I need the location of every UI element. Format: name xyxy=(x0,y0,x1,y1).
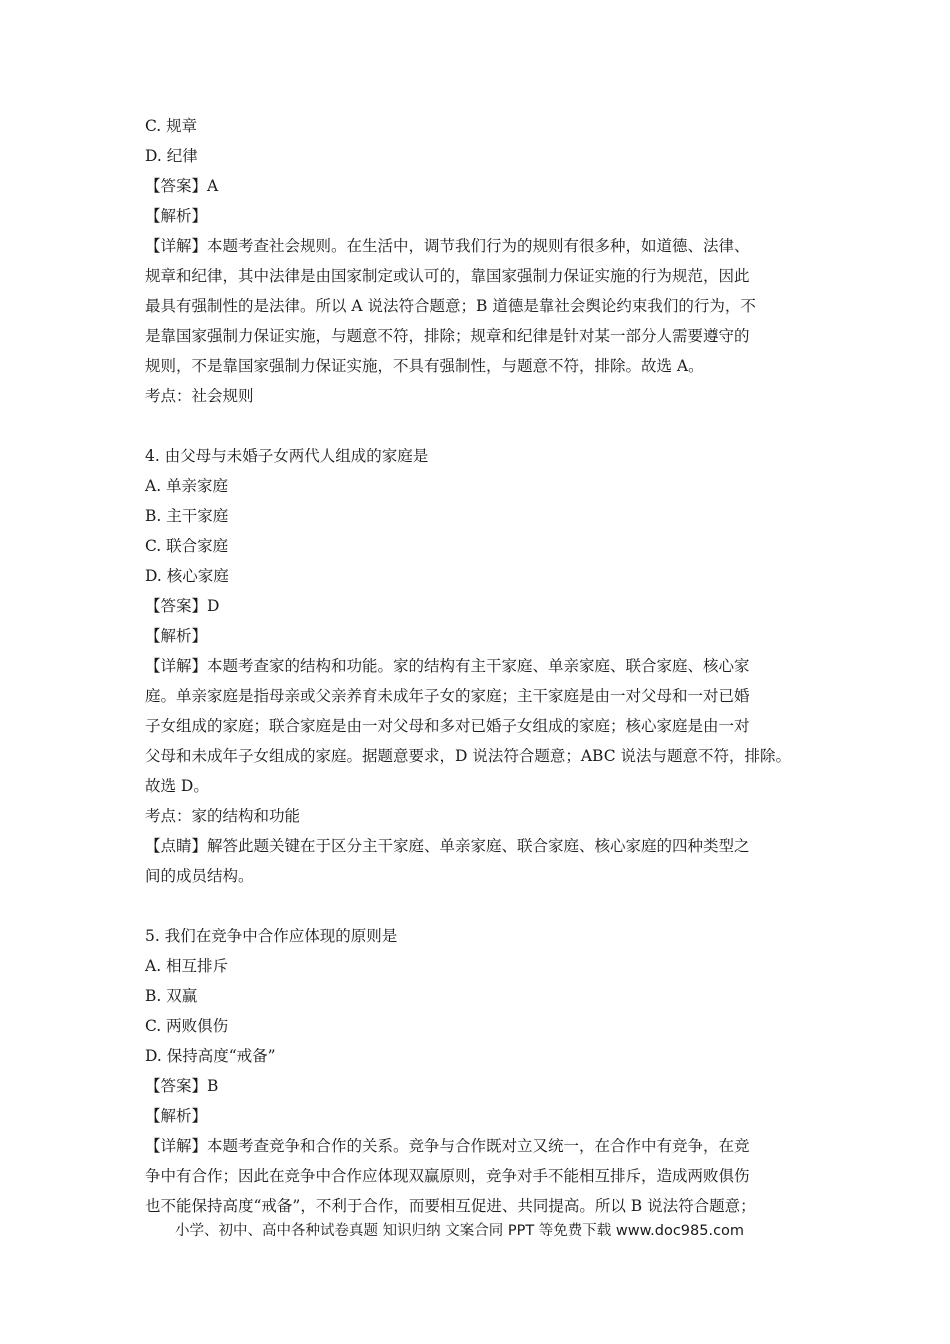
explanation-q3-line1: 【详解】本题考查社会规则。在生活中，调节我们行为的规则有很多种，如道德、法律、 xyxy=(145,237,750,255)
analysis-heading-q5: 【解析】 xyxy=(145,1107,208,1125)
question-5: 5. 我们在竞争中合作应体现的原则是 xyxy=(145,927,398,945)
explanation-q5-line2: 争中有合作；因此在竞争中合作应体现双赢原则，竞争对手不能相互排斥，造成两败俱伤 xyxy=(145,1167,750,1185)
explanation-q4-line1: 【详解】本题考查家的结构和功能。家的结构有主干家庭、单亲家庭、联合家庭、核心家 xyxy=(145,657,750,675)
explanation-q4-line4: 父母和未成年子女组成的家庭。据题意要求，D 说法符合题意；ABC 说法与题意不符，排除。 xyxy=(145,747,792,765)
option-c-q5: C. 两败俱伤 xyxy=(145,1017,229,1035)
option-b-q4: B. 主干家庭 xyxy=(145,507,229,525)
option-d-q3: D. 纪律 xyxy=(145,147,198,165)
explanation-q3-line5: 规则，不是靠国家强制力保证实施，不具有强制性，与题意不符，排除。故选 A。 xyxy=(145,357,704,375)
analysis-heading-q4: 【解析】 xyxy=(145,627,208,645)
analysis-heading-q3: 【解析】 xyxy=(145,207,208,225)
option-c-q4: C. 联合家庭 xyxy=(145,537,229,555)
option-d-q4: D. 核心家庭 xyxy=(145,567,229,585)
explanation-q3-line3: 最具有强制性的是法律。所以 A 说法符合题意；B 道德是靠社会舆论约束我们的行为，不 xyxy=(145,297,756,315)
option-b-q5: B. 双赢 xyxy=(145,987,198,1005)
answer-q4: 【答案】D xyxy=(145,597,220,615)
tip-q4-line2: 间的成员结构。 xyxy=(145,867,254,885)
explanation-q5-line1: 【详解】本题考查竞争和合作的关系。竞争与合作既对立又统一，在合作中有竞争，在竞 xyxy=(145,1137,750,1155)
explanation-q3-line2: 规章和纪律，其中法律是由国家制定或认可的，靠国家强制力保证实施的行为规范，因此 xyxy=(145,267,750,285)
option-a-q4: A. 单亲家庭 xyxy=(145,477,229,495)
topic-q4: 考点：家的结构和功能 xyxy=(145,807,301,825)
explanation-q4-line5: 故选 D。 xyxy=(145,777,209,795)
option-a-q5: A. 相互排斥 xyxy=(145,957,229,975)
answer-q3: 【答案】A xyxy=(145,177,219,195)
answer-q5: 【答案】B xyxy=(145,1077,219,1095)
topic-q3: 考点：社会规则 xyxy=(145,387,254,405)
option-c-q3: C. 规章 xyxy=(145,117,198,135)
explanation-q4-line2: 庭。单亲家庭是指母亲或父亲养育未成年子女的家庭；主干家庭是由一对父母和一对已婚 xyxy=(145,687,750,705)
tip-q4-line1: 【点睛】解答此题关键在于区分主干家庭、单亲家庭、联合家庭、核心家庭的四种类型之 xyxy=(145,837,750,855)
option-d-q5: D. 保持高度“戒备” xyxy=(145,1047,276,1065)
explanation-q3-line4: 是靠国家强制力保证实施，与题意不符，排除；规章和纪律是针对某一部分人需要遵守的 xyxy=(145,327,750,345)
explanation-q4-line3: 子女组成的家庭；联合家庭是由一对父母和多对已婚子女组成的家庭；核心家庭是由一对 xyxy=(145,717,750,735)
explanation-q5-line3: 也不能保持高度“戒备”，不利于合作，而要相互促进、共同提高。所以 B 说法符合题意； xyxy=(145,1197,756,1215)
question-4: 4. 由父母与未婚子女两代人组成的家庭是 xyxy=(145,447,429,465)
footer-banner: 小学、初中、高中各种试卷真题 知识归纳 文案合同 PPT 等免费下载 www.doc985.com xyxy=(175,1223,745,1239)
